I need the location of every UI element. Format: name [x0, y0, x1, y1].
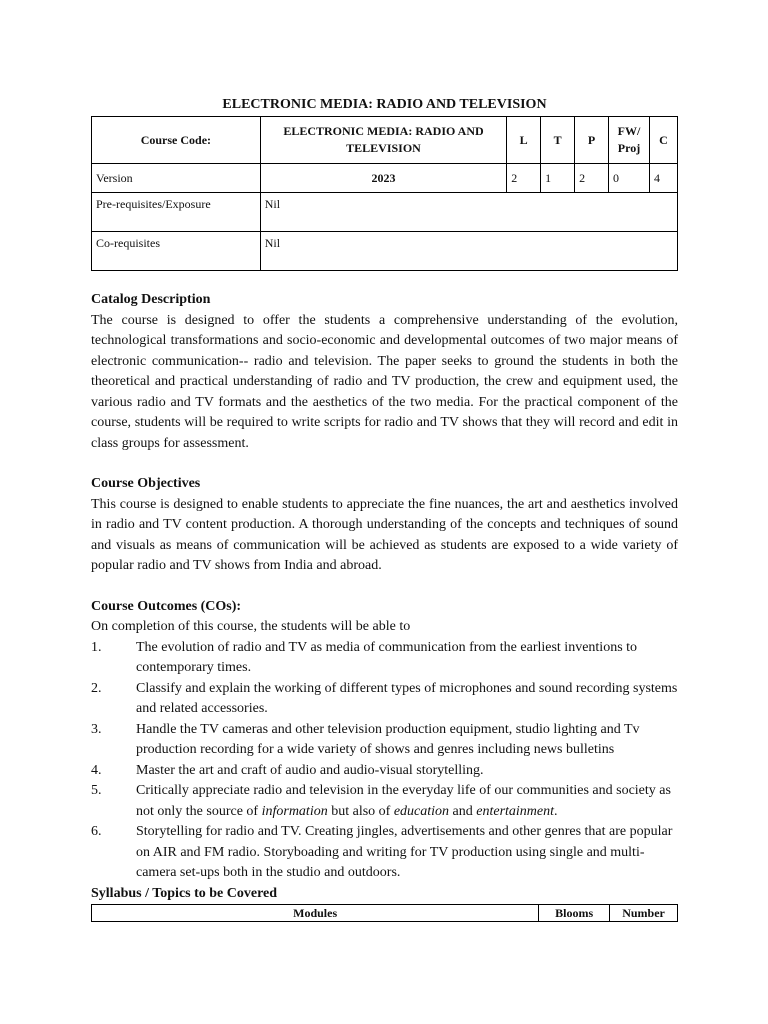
- course-code-label: Course Code:: [92, 117, 261, 164]
- version-label: Version: [92, 164, 261, 193]
- outcome-text-part: .: [554, 803, 558, 819]
- objectives-text: This course is designed to enable students to appreciate the fine nuances, the art and aesthetics involved in radio and TV content production. A thorough understanding of the concepts and techniques of sound and visuals as means of communication will be achieved as students are exposed to a wide variety of popular radio and TV shows from India and abroad.: [91, 496, 678, 573]
- modules-header: Modules: [92, 905, 539, 922]
- outcome-number: 1.: [91, 639, 102, 655]
- outcome-text-part: but also of: [327, 803, 394, 819]
- header-c: C: [649, 117, 677, 164]
- objectives-heading: Course Objectives: [91, 476, 201, 491]
- course-name-line1: ELECTRONIC MEDIA: RADIO AND: [283, 124, 484, 138]
- course-name-line2: TELEVISION: [346, 141, 421, 155]
- catalog-text: The course is designed to offer the students a comprehensive understanding of the evolution, technological transformations and socio-economic and developmental outcomes of two major means of electronic communication-- radio and television. The paper seeks to ground the students in both the theoretical and practical understanding of radio and TV production, the crew and equipment used, the various radio and TV formats and the aesthetics of the two media. For the practical component of the course, students will be required to write scripts for radio and TV shows that they will record and edit in class groups for assessment.: [91, 312, 678, 451]
- document-page: [91, 96, 678, 922]
- list-item: [91, 781, 678, 822]
- list-item: [91, 720, 678, 761]
- outcome-text: [136, 781, 678, 822]
- table-row: [92, 905, 678, 922]
- p-value: 2: [575, 164, 609, 193]
- outcome-text: Master the art and craft of audio and audio-visual storytelling.: [136, 762, 484, 778]
- course-info-table: [91, 116, 678, 271]
- table-row: [92, 164, 678, 193]
- outcome-number: 3.: [91, 721, 102, 737]
- emphasis-education: education: [393, 803, 450, 819]
- header-p: P: [575, 117, 609, 164]
- syllabus-heading: Syllabus / Topics to be Covered: [91, 885, 278, 901]
- header-t: T: [541, 117, 575, 164]
- outcome-text-part: Critically appreciate radio and television in the everyday life of our communities and society as not only the source of: [136, 783, 671, 819]
- course-name-cell: [260, 117, 506, 164]
- table-row: [92, 117, 678, 164]
- syllabus-table: [91, 904, 678, 922]
- outcome-number: 6.: [91, 824, 102, 839]
- coreq-label: Co-requisites: [92, 232, 261, 271]
- emphasis-entertainment: entertainment: [476, 803, 555, 819]
- outcome-text: Storytelling for radio and TV. Creating jingles, advertisements and other genres that are popular on AIR and FM radio. Storyboading and writing for TV production using single and multi-camera set-ups both in the studio and outdoors.: [136, 824, 673, 880]
- prereq-value: Nil: [260, 193, 677, 232]
- coreq-value: Nil: [260, 232, 677, 271]
- version-value: 2023: [260, 164, 506, 193]
- l-value: 2: [507, 164, 541, 193]
- outcome-text: Handle the TV cameras and other television production equipment, studio lighting and Tv production recording for a wide variety of shows and genres including news bulletins: [136, 721, 640, 757]
- outcomes-intro: On completion of this course, the students will be able to: [91, 619, 411, 634]
- header-fw-line2: Proj: [617, 141, 641, 155]
- prereq-label: Pre-requisites/Exposure: [92, 193, 261, 232]
- catalog-heading: Catalog Description: [91, 292, 211, 307]
- document-title: ELECTRONIC MEDIA: RADIO AND TELEVISION: [222, 97, 547, 112]
- c-value: 4: [649, 164, 677, 193]
- list-item: [91, 761, 678, 782]
- header-l: L: [507, 117, 541, 164]
- table-row: [92, 193, 678, 232]
- header-fw-line1: FW/: [617, 124, 641, 138]
- outcome-number: 5.: [91, 783, 102, 798]
- fw-value: 0: [609, 164, 650, 193]
- t-value: 1: [541, 164, 575, 193]
- outcome-number: 4.: [91, 762, 102, 778]
- list-item: [91, 638, 678, 679]
- outcome-number: 2.: [91, 680, 102, 696]
- emphasis-information: information: [261, 803, 328, 819]
- outcomes-heading: Course Outcomes (COs):: [91, 598, 242, 614]
- number-header: Number: [610, 905, 678, 922]
- table-row: [92, 232, 678, 271]
- blooms-header: Blooms: [539, 905, 610, 922]
- header-fw-proj: [609, 117, 650, 164]
- outcomes-list: [91, 638, 678, 884]
- outcome-text: Classify and explain the working of different types of microphones and sound recording systems and related accessories.: [136, 680, 678, 716]
- outcome-text-part: and: [449, 803, 477, 819]
- outcome-text: The evolution of radio and TV as media of communication from the earliest inventions to contemporary times.: [136, 639, 638, 675]
- list-item: [91, 679, 678, 720]
- list-item: [91, 822, 678, 884]
